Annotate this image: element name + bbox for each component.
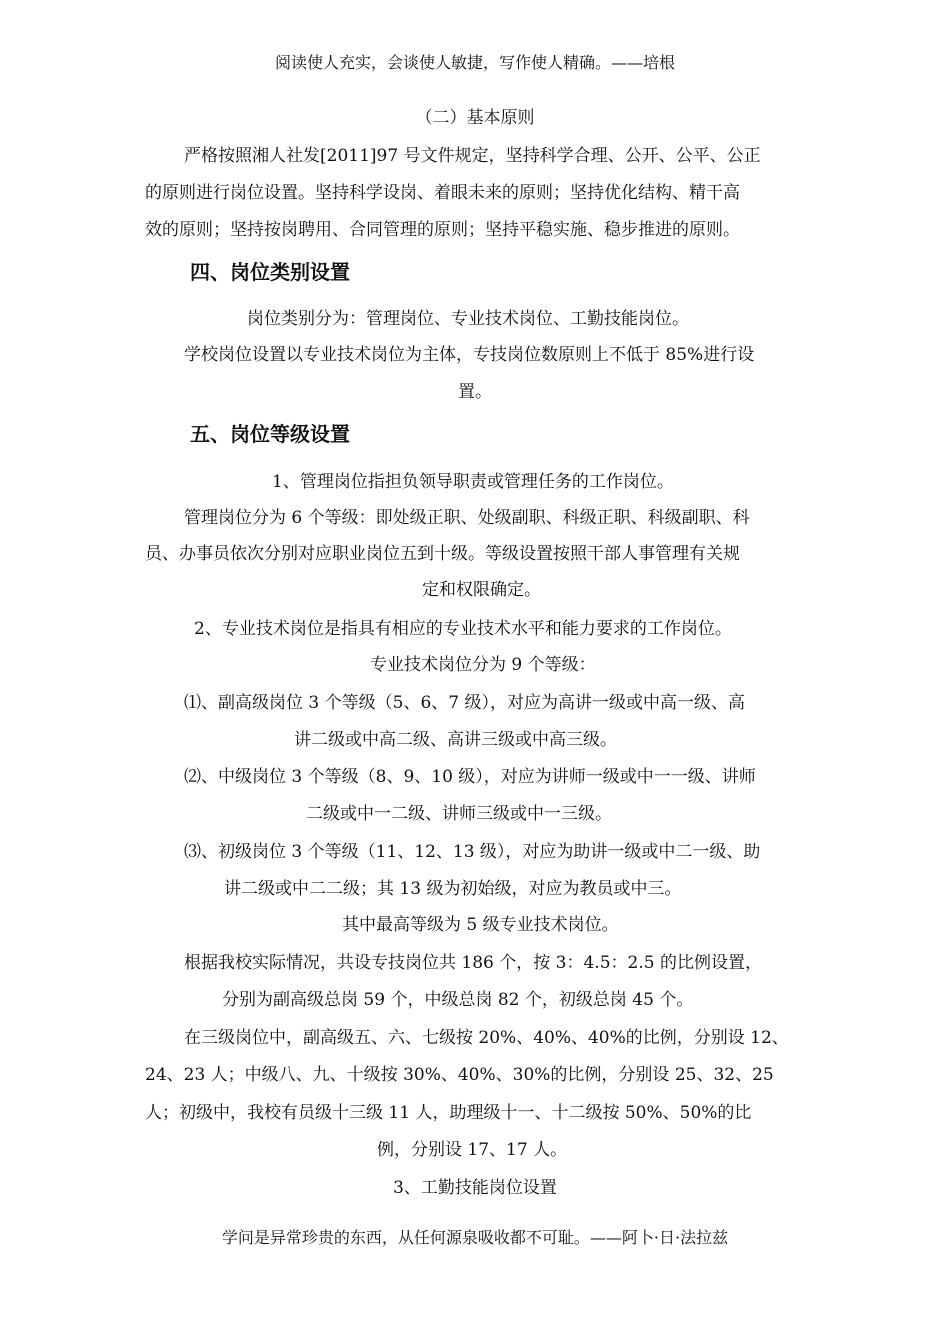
paragraph-line: 岗位类别分为：管理岗位、专业技术岗位、工勤技能岗位。 [247, 309, 689, 329]
paragraph-line: 的原则进行岗位设置。坚持科学设岗、着眼未来的原则；坚持优化结构、精干高 [145, 183, 740, 203]
paragraph-line: 二级或中一二级、讲师三级或中一三级。 [306, 804, 612, 824]
footer-quote: 学问是异常珍贵的东西，从任何源泉吸收都不可耻。——阿卜·日·法拉兹 [221, 1228, 729, 1247]
paragraph-line: 讲二级或中二二级；其 13 级为初始级，对应为教员或中三。 [224, 879, 682, 899]
paragraph-line: ⑴、副高级岗位 3 个等级（5、6、7 级），对应为高讲一级或中高一级、高 [184, 693, 745, 713]
paragraph-line: 效的原则；坚持按岗聘用、合同管理的原则；坚持平稳实施、稳步推进的原则。 [145, 220, 740, 240]
subsection-title-service-posts: 3、工勤技能岗位设置 [393, 1178, 557, 1198]
paragraph-line: ⑶、初级岗位 3 个等级（11、12、13 级），对应为助讲一级或中二一级、助 [184, 842, 761, 862]
paragraph-line: 24、23 人；中级八、九、十级按 30%、40%、30%的比例，分别设 25、32、25 [145, 1065, 774, 1085]
paragraph-line: 根据我校实际情况，共设专技岗位共 186 个，按 3：4.5：2.5 的比例设置， [184, 953, 762, 973]
paragraph-line: 其中最高等级为 5 级专业技术岗位。 [342, 915, 619, 935]
paragraph-line: 置。 [458, 382, 492, 402]
paragraph-line: 学校岗位设置以专业技术岗位为主体，专技岗位数原则上不低于 85%进行设 [184, 345, 755, 365]
paragraph-line: 员、办事员依次分别对应职业岗位五到十级。等级设置按照干部人事管理有关规 [145, 544, 740, 564]
paragraph-line: 人；初级中，我校有员级十三级 11 人，助理级十一、十二级按 50%、50%的比 [145, 1103, 752, 1123]
paragraph-line: 2、专业技术岗位是指具有相应的专业技术水平和能力要求的工作岗位。 [194, 619, 732, 639]
heading-section-5: 五、岗位等级设置 [190, 422, 350, 446]
header-quote: 阅读使人充实，会谈使人敏捷，写作使人精确。——培根 [274, 53, 675, 72]
paragraph-line: 严格按照湘人社发[2011]97 号文件规定，坚持科学合理、公开、公平、公正 [184, 146, 761, 166]
paragraph-line: 分别为副高级总岗 59 个，中级总岗 82 个，初级总岗 45 个。 [222, 990, 694, 1010]
paragraph-line: 专业技术岗位分为 9 个等级： [370, 655, 596, 675]
heading-section-4: 四、岗位类别设置 [190, 260, 350, 284]
paragraph-line: 讲二级或中高二级、高讲三级或中高三级。 [294, 730, 617, 750]
paragraph-line: 管理岗位分为 6 个等级：即处级正职、处级副职、科级正职、科级副职、科 [184, 508, 750, 528]
section-subtitle-basic-principles: （二）基本原则 [415, 108, 535, 128]
paragraph-line: 在三级岗位中，副高级五、六、七级按 20%、40%、40%的比例，分别设 12、 [184, 1028, 789, 1048]
paragraph-line: 1、管理岗位指担负领导职责或管理任务的工作岗位。 [272, 472, 674, 492]
paragraph-line: 定和权限确定。 [422, 580, 541, 600]
paragraph-line: 例，分别设 17、17 人。 [377, 1140, 568, 1160]
paragraph-line: ⑵、中级岗位 3 个等级（8、9、10 级），对应为讲师一级或中一一级、讲师 [184, 767, 756, 787]
